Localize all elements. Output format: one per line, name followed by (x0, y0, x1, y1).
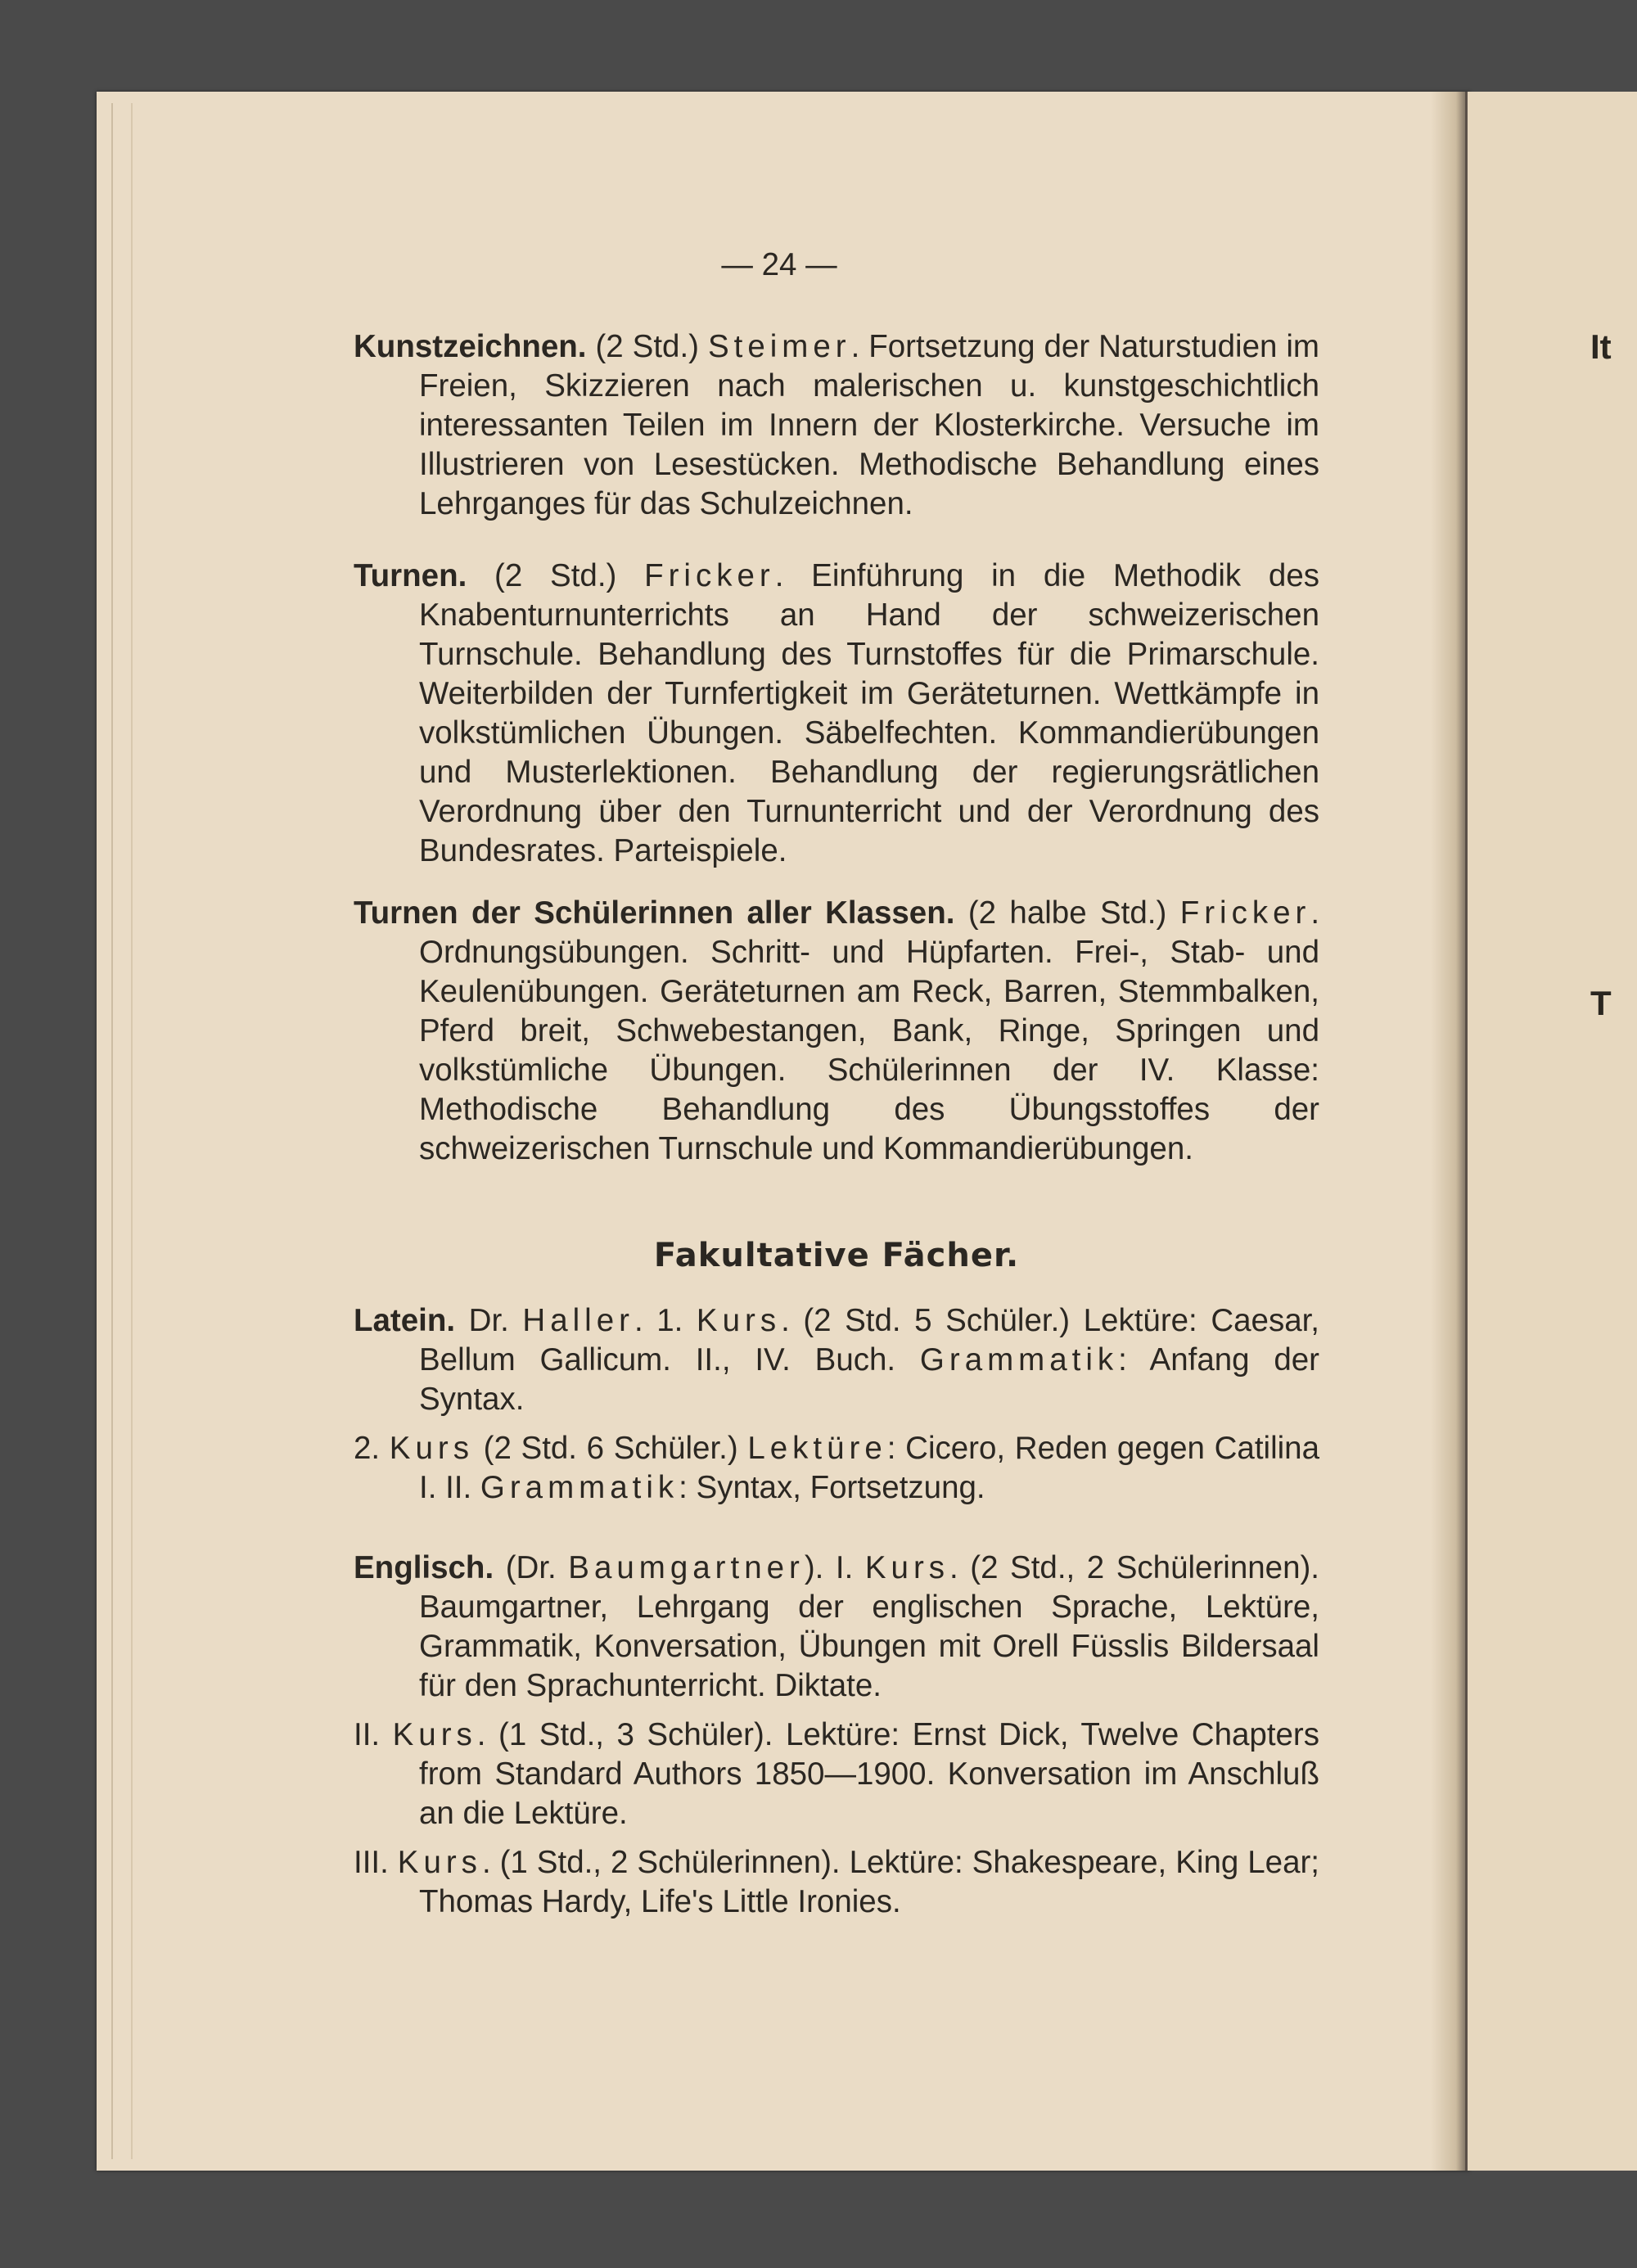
course-number: II. (354, 1717, 393, 1752)
course-text: . (2 Std., 2 Schülerinnen). Baumgartner, Lehrgang der englischen Sprache, Lektüre, Grammatik, Konversation, Übungen mit Orell Füsslis Bildersaal für den Sprachunterricht. Diktate. (419, 1550, 1319, 1703)
course-text-tail: : Syntax, Fortsetzung. (679, 1470, 985, 1505)
entry-hours: (2 Std.) (586, 329, 708, 364)
lektuere-label: Lektüre (747, 1431, 887, 1466)
section-heading: Fakultative Fächer. (653, 1237, 1020, 1274)
course-label: Kurs (397, 1845, 482, 1880)
grammatik-label: Grammatik (919, 1342, 1119, 1377)
entry-title: Turnen der Schülerinnen aller Klassen. (354, 895, 955, 931)
entry-teacher: Baumgartner (568, 1550, 805, 1585)
entry-kunstzeichnen (354, 327, 1319, 524)
edge-letter: It (1590, 327, 1612, 366)
entry-title: Turnen. (354, 558, 467, 593)
course-label: Kurs (864, 1550, 950, 1585)
entry-hours: (2 Std.) (467, 558, 645, 593)
course-text: . (1 Std., 3 Schüler). Lektüre: Ernst Dick, Twelve Chapters from Standard Authors 1850—1900. Konversation im Anschluß an die Lektüre. (419, 1717, 1319, 1831)
entry-teacher: Haller (522, 1303, 634, 1338)
entry-teacher: Fricker (644, 558, 775, 593)
entry-title: Kunstzeichnen. (354, 329, 587, 364)
entry-prefix: Dr. (455, 1303, 523, 1338)
entry-title: Latein. (354, 1303, 456, 1338)
entry-text: . Fortsetzung der Naturstudien im Freien, Skizzieren nach malerischen u. kunstgeschichtlich interessanten Teilen im Innern der Klosterkirche. Versuche im Illustrieren von Lesestücken. Methodische Behandlung eines Lehrganges für das Schulzeichnen. (419, 329, 1319, 521)
entry-turnen (354, 557, 1319, 871)
book-spine (1431, 92, 1467, 2171)
grammatik-label: Grammatik (480, 1470, 679, 1505)
edge-letter: T (1590, 984, 1612, 1022)
entry-teacher: Steimer (707, 329, 851, 364)
course-label: Kurs (696, 1303, 782, 1338)
course-text: (2 Std. 6 Schüler.) (473, 1431, 748, 1466)
course-text: . (1 Std., 2 Schülerinnen). Lektüre: Shakespeare, King Lear; Thomas Hardy, Life's Little Ironies. (419, 1845, 1319, 1919)
course-text-mid: : Cicero, Reden gegen Catilina I. II. (419, 1431, 1319, 1505)
entry-latein (354, 1301, 1319, 1508)
course-label: Kurs (389, 1431, 474, 1466)
entry-teacher: Fricker (1179, 895, 1311, 931)
course-text: . (2 Std. 5 Schüler.) Lektüre: Caesar, Bellum Gallicum. II., IV. Buch. (419, 1303, 1320, 1377)
entry-turnen-schuelerinnen (354, 894, 1319, 1169)
course-number: . 1. (634, 1303, 697, 1338)
course-number: 2. (354, 1431, 390, 1466)
adjacent-page-edge (1465, 92, 1637, 2171)
entry-englisch (354, 1549, 1319, 1922)
course-number: ). I. (804, 1550, 865, 1585)
entry-prefix: (Dr. (494, 1550, 569, 1585)
entry-hours: (2 halbe Std.) (954, 895, 1180, 931)
course-label: Kurs (392, 1717, 477, 1752)
entry-title: Englisch. (354, 1550, 494, 1585)
course-text-tail: : Anfang der Syntax. (419, 1342, 1319, 1417)
entry-text: . Ordnungsübungen. Schritt- und Hüpfarten. Frei-, Stab- und Keulenübungen. Geräteturnen am Reck, Barren, Stemmbalken, Pferd breit, Schwebestangen, Bank, Ringe, Springen und volkstümliche Übungen. Schülerinnen der IV. Klasse: Methodische Behandlung des Übungsstoffes der schweizerischen Turnschule und Kommandierübungen. (419, 895, 1320, 1166)
entry-text: . Einführung in die Methodik des Knabenturnunterrichts an Hand der schweizerischen Turnschule. Behandlung des Turnstoffes für die Primarschule. Weiterbilden der Turnfertigkeit im Geräteturnen. Wettkämpfe in volkstümlichen Übungen. Säbelfechten. Kommandierübungen und Musterlektionen. Behandlung der regierungsrätlichen Verordnung über den Turnunterricht und der Verordnung des Bundesrates. Parteispiele. (419, 558, 1319, 868)
page-number: — 24 — (721, 247, 837, 282)
course-number: III. (354, 1845, 398, 1880)
